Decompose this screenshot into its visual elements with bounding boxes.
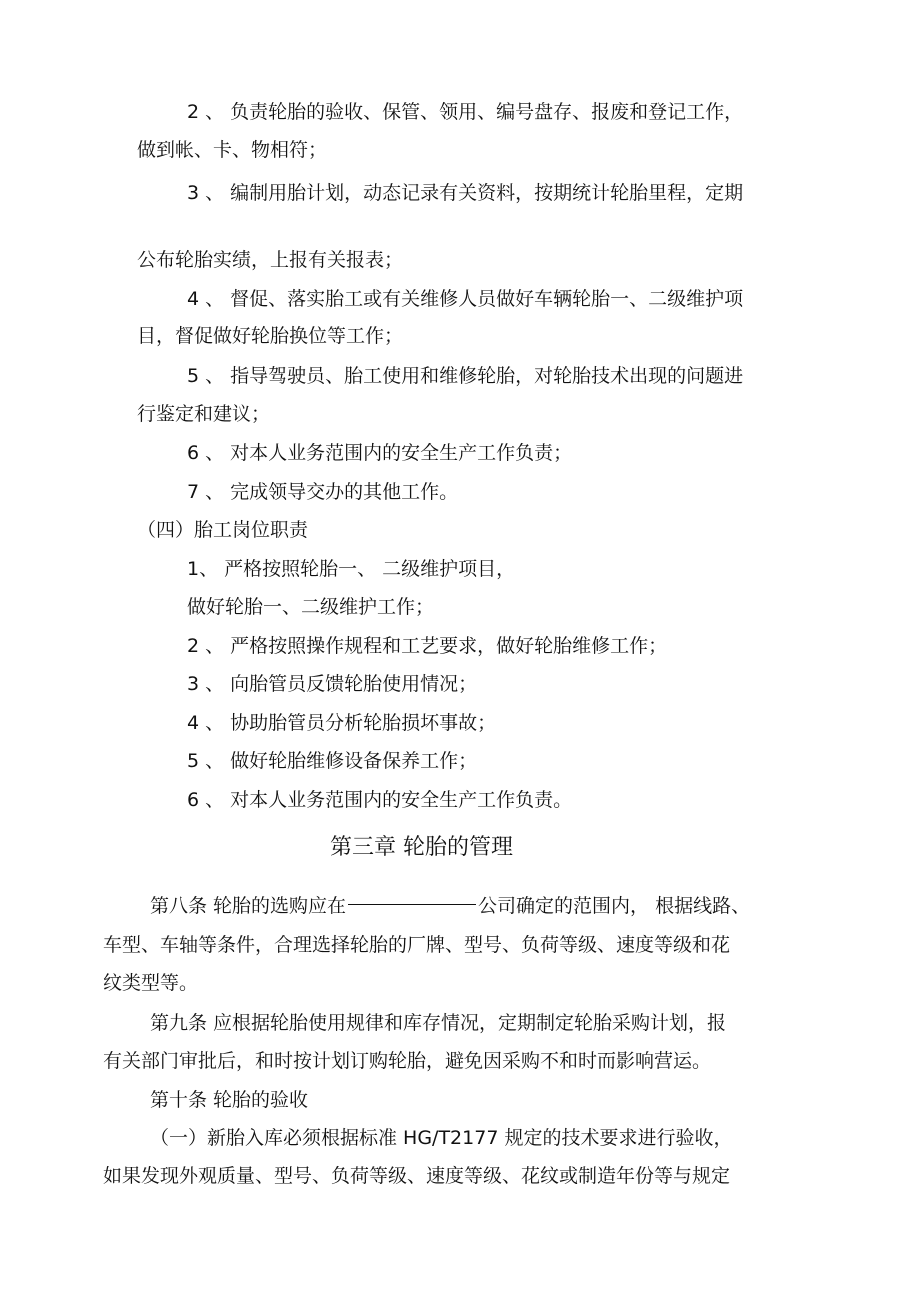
chapter-title: 第三章 轮胎的管理 [330, 835, 513, 860]
worker-duty-6: 6 、 对本人业务范围内的安全生产工作负责。 [187, 789, 573, 811]
article-10-para1-line1: （一）新胎入库必须根据标准 HG/T2177 规定的技术要求进行验收， [150, 1127, 733, 1149]
article-8-line1-start: 第八条 轮胎的选购应在 [150, 895, 347, 917]
worker-duty-5: 5 、 做好轮胎维修设备保养工作； [187, 750, 478, 772]
manager-duty-5-line2: 行鉴定和建议； [137, 403, 271, 425]
article-9-line2: 有关部门审批后，和时按计划订购轮胎，避免因采购不和时而影响营运。 [103, 1050, 712, 1072]
article-9-line1: 第九条 应根据轮胎使用规律和库存情况，定期制定轮胎采购计划，报 [150, 1012, 727, 1034]
article-10-title: 第十条 轮胎的验收 [150, 1089, 309, 1111]
worker-duty-4: 4 、 协助胎管员分析轮胎损坏事故； [187, 712, 497, 734]
manager-duty-2-line2: 做到帐、卡、物相符； [137, 139, 328, 161]
blank-underline [348, 904, 476, 905]
manager-duty-3-line1: 3 、 编制用胎计划，动态记录有关资料，按期统计轮胎里程，定期 [187, 182, 744, 204]
worker-duty-1-line2: 做好轮胎一、二级维护工作； [187, 596, 435, 618]
manager-duty-7: 7 、 完成领导交办的其他工作。 [187, 481, 459, 503]
manager-duty-4-line2: 目，督促做好轮胎换位等工作； [137, 325, 404, 347]
article-8-line1-end: 公司确定的范围内， 根据线路、 [478, 895, 751, 917]
worker-duty-2: 2 、 严格按照操作规程和工艺要求，做好轮胎维修工作； [187, 635, 668, 657]
article-8-line1 [150, 894, 750, 918]
worker-duty-1-line1: 1、 严格按照轮胎一、 二级维护项目， [187, 558, 516, 580]
article-8-line2: 车型、车轴等条件，合理选择轮胎的厂牌、型号、负荷等级、速度等级和花 [103, 934, 731, 956]
manager-duty-6: 6 、 对本人业务范围内的安全生产工作负责； [187, 442, 573, 464]
article-8-line3: 纹类型等。 [103, 972, 199, 994]
manager-duty-2-line1: 2 、 负责轮胎的验收、保管、领用、编号盘存、报废和登记工作， [187, 101, 744, 123]
manager-duty-4-line1: 4 、 督促、落实胎工或有关维修人员做好车辆轮胎一、二级维护项 [187, 288, 744, 310]
worker-duty-3: 3 、 向胎管员反馈轮胎使用情况； [187, 673, 478, 695]
manager-duty-3-line2: 公布轮胎实绩，上报有关报表； [137, 249, 404, 271]
section-heading-tire-worker: （四）胎工岗位职责 [137, 519, 309, 541]
manager-duty-5-line1: 5 、 指导驾驶员、胎工使用和维修轮胎，对轮胎技术出现的问题进 [187, 365, 744, 387]
article-10-para1-line2: 如果发现外观质量、型号、负荷等级、速度等级、花纹或制造年份等与规定 [103, 1165, 731, 1187]
